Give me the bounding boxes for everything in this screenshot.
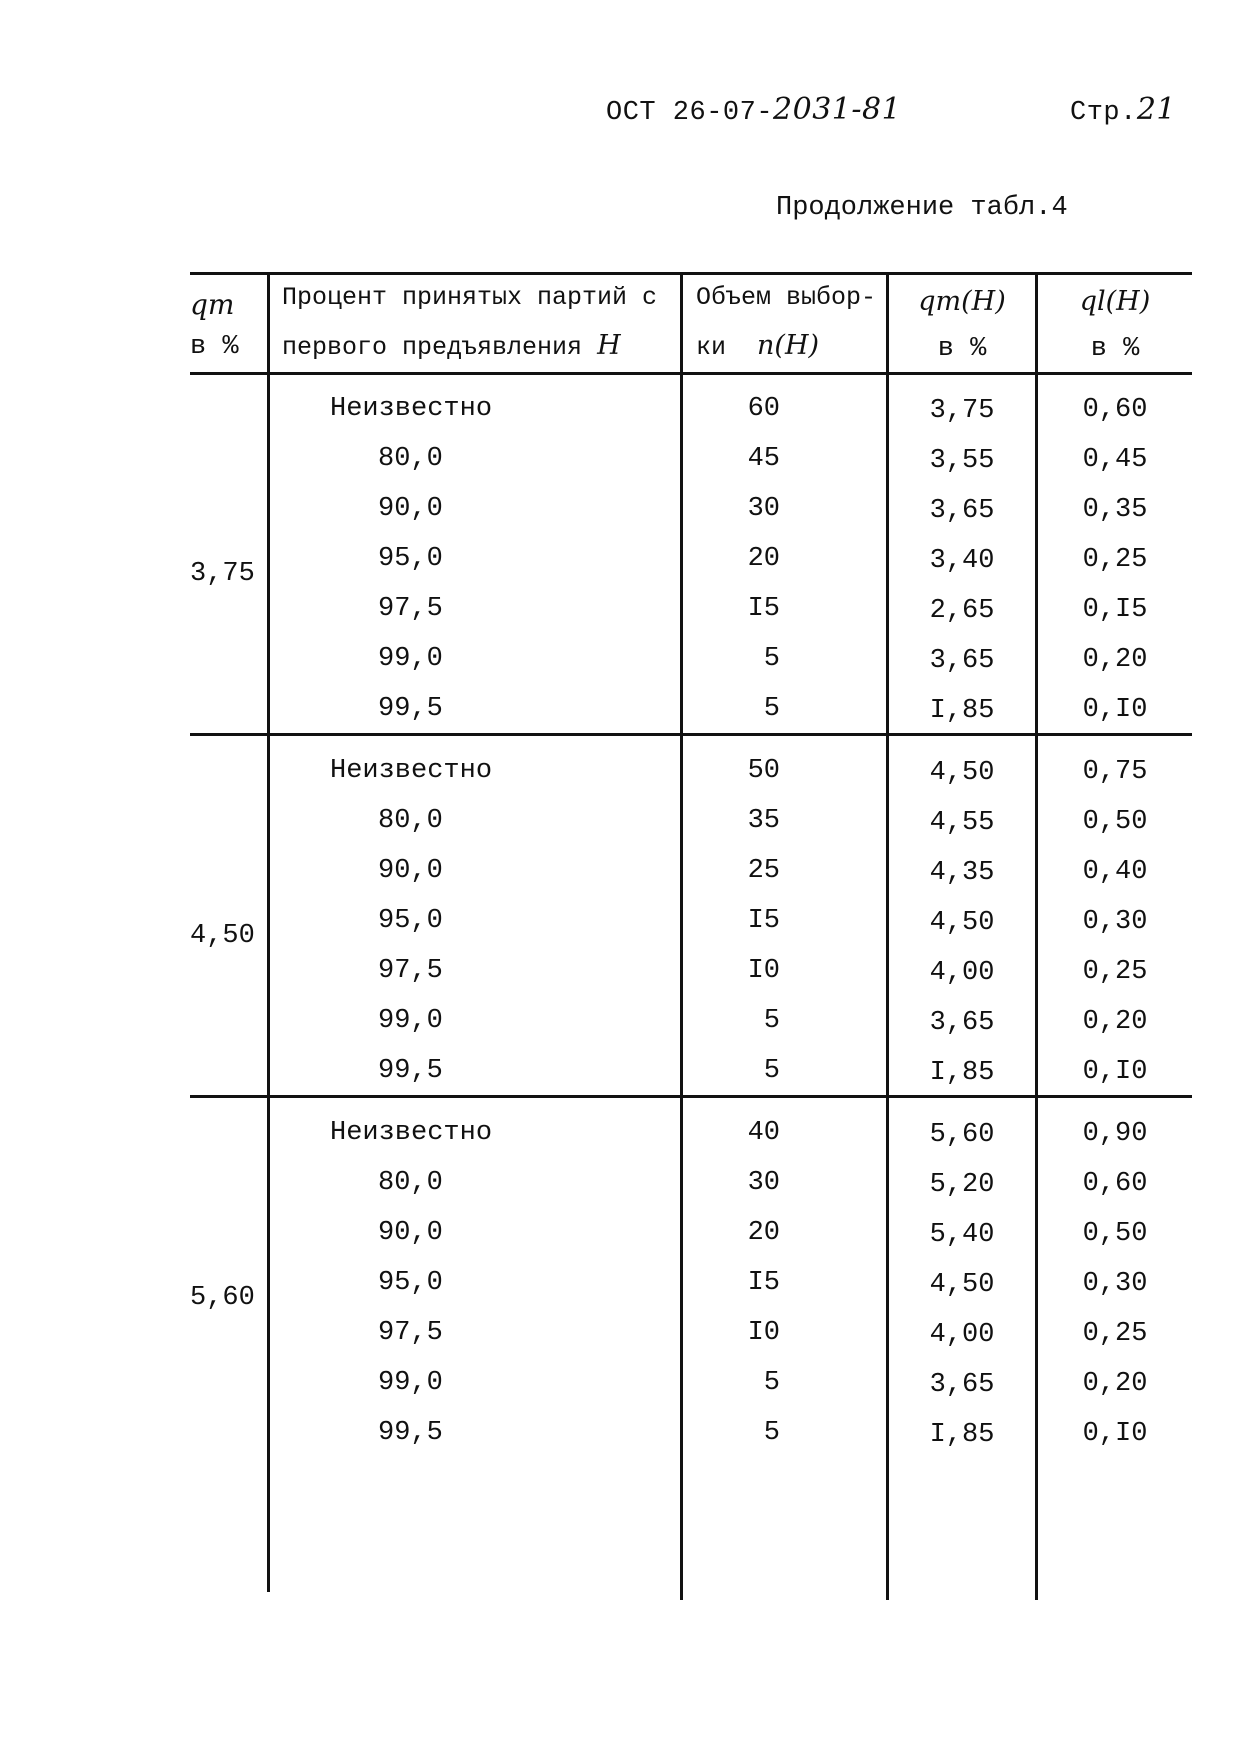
qmh-value: I,85: [929, 1420, 995, 1450]
qmh-value: 5,40: [929, 1220, 995, 1250]
sample-size-value: I5: [747, 1268, 780, 1298]
group-qm-value: 3,75: [190, 559, 255, 589]
qlh-value: 0,I0: [1082, 1419, 1148, 1449]
percent-value: 90,0: [378, 856, 443, 886]
sample-size-value: 25: [747, 856, 780, 886]
percent-value: 97,5: [378, 594, 443, 624]
sample-size-value: 5: [763, 694, 780, 724]
qmh-value: 4,50: [929, 758, 995, 788]
qlh-value: 0,40: [1082, 857, 1148, 887]
qmh-value: 3,65: [929, 496, 995, 526]
qlh-value: 0,25: [1082, 545, 1148, 575]
percent-unknown-label: Неизвестно: [330, 1118, 493, 1148]
sample-size-value: 40: [747, 1118, 780, 1148]
qlh-value: 0,60: [1082, 1169, 1148, 1199]
qmh-value: 5,20: [929, 1170, 995, 1200]
percent-value: 95,0: [378, 544, 443, 574]
percent-value: 97,5: [378, 956, 443, 986]
sample-size-value: 20: [747, 1218, 780, 1248]
header-qm-unit: в %: [190, 332, 239, 362]
qmh-value: 4,00: [929, 1320, 995, 1350]
qlh-value: 0,75: [1082, 757, 1148, 787]
page-number-value: 21: [1136, 92, 1176, 127]
sample-size-value: 5: [763, 1006, 780, 1036]
percent-value: 80,0: [378, 1168, 443, 1198]
qmh-value: 3,55: [929, 446, 995, 476]
sample-size-value: 50: [747, 756, 780, 786]
qmh-value: 4,35: [929, 858, 995, 888]
column-divider-2: [680, 272, 683, 1600]
percent-value: 80,0: [378, 444, 443, 474]
sample-size-value: 30: [747, 1168, 780, 1198]
document-code: [606, 92, 901, 128]
header-bottom-rule: [190, 372, 1192, 375]
qlh-value: 0,25: [1082, 957, 1148, 987]
qmh-value: 4,00: [929, 958, 995, 988]
document-code-number: 2031-81: [773, 92, 902, 127]
qmh-value: 3,65: [929, 1008, 995, 1038]
percent-unknown-label: Неизвестно: [330, 394, 493, 424]
qmh-value: 3,40: [929, 546, 995, 576]
percent-value: 99,5: [378, 1418, 443, 1448]
qmh-value: 3,65: [929, 1370, 995, 1400]
sample-size-value: I0: [747, 1318, 780, 1348]
percent-value: 97,5: [378, 1318, 443, 1348]
column-divider-1: [267, 272, 270, 1592]
group-qm-value: 5,60: [190, 1283, 255, 1313]
percent-unknown-label: Неизвестно: [330, 756, 493, 786]
sample-size-value: 5: [763, 1368, 780, 1398]
percent-value: 99,0: [378, 644, 443, 674]
header-qm-symbol: qm: [190, 288, 235, 321]
header-qlh-symbol: ql(Н): [1079, 286, 1151, 317]
percent-value: 99,5: [378, 694, 443, 724]
header-percent-line1: Процент принятых партий с: [282, 283, 658, 312]
sample-size-value: 5: [763, 1418, 780, 1448]
header-qlh-unit: в %: [1090, 334, 1140, 364]
qlh-value: 0,20: [1082, 1369, 1148, 1399]
sample-size-value: 60: [747, 394, 780, 424]
header-sample-line2: [696, 330, 819, 364]
header-percent-line2-text: первого предъявления: [282, 333, 583, 362]
percent-value: 95,0: [378, 1268, 443, 1298]
sample-size-value: 30: [747, 494, 780, 524]
percent-value: 99,0: [378, 1368, 443, 1398]
table-continuation-label: Продолжение табл.4: [776, 193, 1068, 223]
group-separator-2: [190, 1095, 1192, 1098]
qlh-value: 0,20: [1082, 1007, 1148, 1037]
table-top-rule: [190, 272, 1192, 275]
qlh-value: 0,I5: [1082, 595, 1148, 625]
percent-value: 95,0: [378, 906, 443, 936]
percent-value: 99,5: [378, 1056, 443, 1086]
qlh-value: 0,20: [1082, 645, 1148, 675]
qlh-value: 0,I0: [1082, 1057, 1148, 1087]
group-qm-value: 4,50: [190, 921, 255, 951]
qmh-value: 5,60: [929, 1120, 995, 1150]
page-number: [1070, 92, 1176, 128]
qmh-value: I,85: [929, 1058, 995, 1088]
header-percent-symbol: Н: [597, 330, 621, 361]
qlh-value: 0,90: [1082, 1119, 1148, 1149]
sample-size-value: 35: [747, 806, 780, 836]
sample-size-value: 5: [763, 644, 780, 674]
qlh-value: 0,50: [1082, 807, 1148, 837]
sample-size-value: I5: [747, 906, 780, 936]
qmh-value: 3,75: [929, 396, 995, 426]
header-qmh-symbol: qm(Н): [918, 286, 1006, 317]
group-separator-1: [190, 733, 1192, 736]
percent-value: 99,0: [378, 1006, 443, 1036]
sample-size-value: 20: [747, 544, 780, 574]
header-sample-line1: Объем выбор-: [696, 283, 877, 312]
sample-size-value: I0: [747, 956, 780, 986]
qmh-value: 4,55: [929, 808, 995, 838]
qmh-value: 3,65: [929, 646, 995, 676]
qlh-value: 0,30: [1082, 1269, 1148, 1299]
percent-value: 90,0: [378, 1218, 443, 1248]
sample-size-value: 45: [747, 444, 780, 474]
sample-size-value: 5: [763, 1056, 780, 1086]
qlh-value: 0,60: [1082, 395, 1148, 425]
header-percent-line2: [282, 330, 621, 364]
qmh-value: 2,65: [929, 596, 995, 626]
header-sample-symbol: n(Н): [757, 330, 820, 361]
header-sample-line2-text: ки: [696, 333, 727, 362]
qlh-value: 0,30: [1082, 907, 1148, 937]
qlh-value: 0,35: [1082, 495, 1148, 525]
document-code-prefix: ОСТ 26-07-: [606, 98, 774, 128]
percent-value: 90,0: [378, 494, 443, 524]
qlh-value: 0,45: [1082, 445, 1148, 475]
qlh-value: 0,50: [1082, 1219, 1148, 1249]
qmh-value: 4,50: [929, 908, 995, 938]
page-number-prefix: Стр.: [1070, 98, 1137, 128]
sample-size-value: I5: [747, 594, 780, 624]
qmh-value: 4,50: [929, 1270, 995, 1300]
header-qmh-unit: в %: [937, 334, 987, 364]
qmh-value: I,85: [929, 696, 995, 726]
qlh-value: 0,I0: [1082, 695, 1148, 725]
qlh-value: 0,25: [1082, 1319, 1148, 1349]
percent-value: 80,0: [378, 806, 443, 836]
